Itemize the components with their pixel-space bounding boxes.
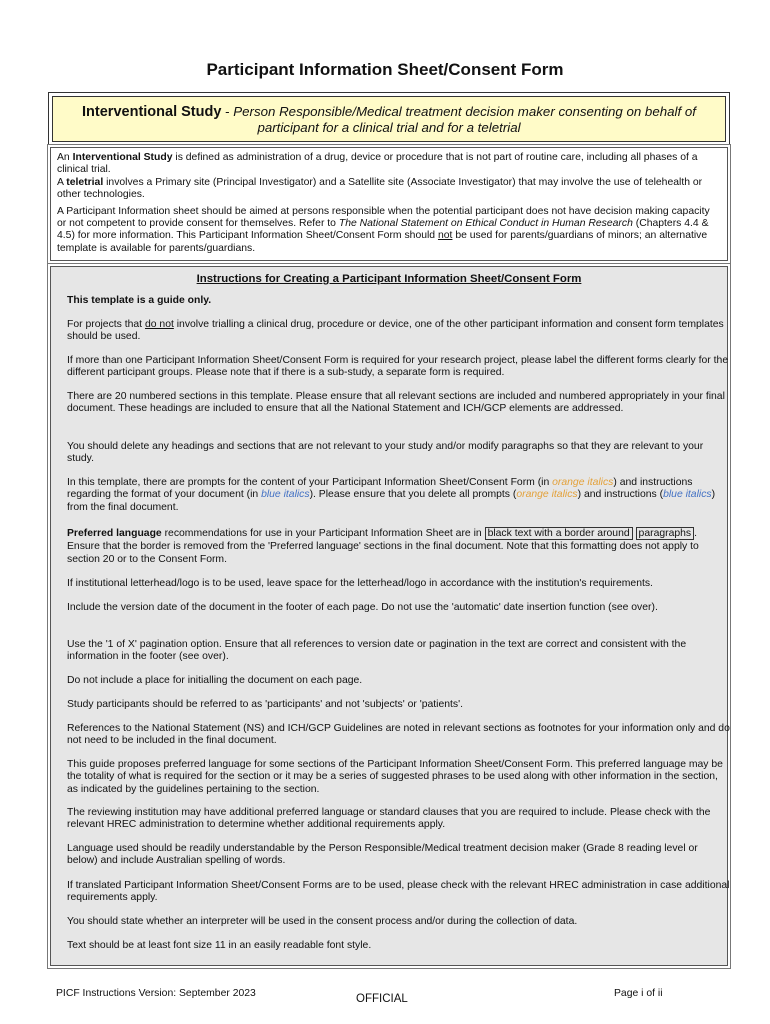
instruction-item: If institutional letterhead/logo is to be used, leave space for the letterhead/logo in accordance with the institution's requirements. bbox=[67, 578, 653, 589]
preferred-language-sample: black text with a border around bbox=[485, 527, 633, 540]
study-type-description: Person Responsible/Medical treatment decision maker consenting on behalf of participant for a clinical trial and for a teletrial bbox=[233, 104, 696, 135]
instruction-item: You should state whether an interpreter will be used in the consent process and/or during the collection of data. bbox=[67, 916, 578, 927]
instruction-item: This guide proposes preferred language for some sections of the Participant Information Sheet/Consent Form. This preferred language may be the totality of what is required for the section or it may be a series of suggested phrases to be used along with other information in the section, as indicated by the guidelines pertaining to the section. bbox=[67, 759, 723, 795]
instruction-item: Language used should be readily understandable by the Person Responsible/Medical treatment decision maker (Grade 8 reading level or below) and include Australian spelling of words. bbox=[67, 843, 698, 867]
definitions-box bbox=[50, 147, 728, 261]
study-type-box bbox=[52, 96, 726, 142]
instruction-item: If more than one Participant Information Sheet/Consent Form is required for your research project, please label the different forms clearly for the different participant groups. Please note that if there is a sub-study, a separate form is required. bbox=[67, 355, 729, 379]
instruction-item: Use the '1 of X' pagination option. Ensure that all references to version date or pagination in the text are correct and consistent with the information in the footer (see over). bbox=[67, 639, 687, 663]
instruction-item: In this template, there are prompts for the content of your Participant Information Sheet/Consent Form (in orange italics) and instructions regarding the format of your document (in blue italics). Please ensure that you delete all prompts (orange italics) and instructions (blue italics) from the final document. bbox=[67, 477, 716, 513]
instruction-item: For projects that do not involve trialling a clinical drug, procedure or device, one of the other participant information and consent form templates should be used. bbox=[67, 319, 724, 343]
preferred-language-sample-cont: paragraphs bbox=[636, 527, 695, 540]
instruction-item: The reviewing institution may have additional preferred language or standard clauses that you are required to include. Please check with the relevant HREC administration to determine whether additional requirements apply. bbox=[67, 807, 711, 831]
definition-interventional: An Interventional Study is defined as administration of a drug, device or procedure that is not part of routine care, including all phases of a clinical trial. bbox=[57, 152, 698, 176]
instruction-item: Study participants should be referred to as 'participants' and not 'subjects' or 'patients'. bbox=[67, 699, 464, 710]
instruction-item: Include the version date of the document in the footer of each page. Do not use the 'automatic' date insertion function (see over). bbox=[67, 602, 658, 613]
instruction-item: Preferred language recommendations for use in your Participant Information Sheet are in black text with a border around paragraphs . Ensure that the border is removed from the 'Preferred language' sections in the final document. Note that this formatting does not apply to section 20 or to the Consent Form. bbox=[67, 528, 699, 566]
instruction-item: This template is a guide only. bbox=[67, 295, 212, 306]
instruction-item: If translated Participant Information Sheet/Consent Forms are to be used, please check with the relevant HREC administration in case additional requirements apply. bbox=[67, 880, 730, 904]
instruction-item: There are 20 numbered sections in this template. Please ensure that all relevant sections are included and numbered appropriately in your final document. These headings are included to ensure that all the National Statement and ICH/GCP elements are addressed. bbox=[67, 391, 725, 415]
instruction-item: References to the National Statement (NS) and ICH/GCP Guidelines are noted in relevant sections as footnotes for your information only and do not need to be included in the final document. bbox=[67, 723, 730, 747]
instructions-box bbox=[50, 266, 728, 966]
page-title: Participant Information Sheet/Consent Form bbox=[206, 60, 564, 79]
instruction-item: You should delete any headings and sections that are not relevant to your study and/or modify paragraphs so that they are relevant to your study. bbox=[67, 441, 704, 465]
study-type-dash: - bbox=[221, 104, 234, 119]
instructions-heading: Instructions for Creating a Participant Information Sheet/Consent Form bbox=[196, 273, 582, 285]
footer-page-number: Page i of ii bbox=[614, 988, 663, 999]
definition-person-responsible: A Participant Information sheet should be aimed at persons responsible when the potential participant does not have decision making capacity or not competent to provide consent for themselves. Refer to The National Statement on Ethical Conduct in Human Research (Chapters 4.4 & 4.5) for more information. This Participant Information Sheet/Consent Form should not be used for parents/guardians of minors; an alternative template is available for parents/guardians. bbox=[57, 205, 710, 254]
study-type-label: Interventional Study bbox=[82, 104, 222, 120]
instruction-item: Do not include a place for initialling the document on each page. bbox=[67, 675, 363, 686]
footer-classification: OFFICIAL bbox=[356, 993, 408, 1005]
definition-teletrial: A teletrial involves a Primary site (Principal Investigator) and a Satellite site (Associate Investigator) that may involve the use of telehealth or other technologies. bbox=[57, 176, 703, 201]
instruction-item: Text should be at least font size 11 in an easily readable font style. bbox=[67, 940, 372, 951]
footer-version: PICF Instructions Version: September 2023 bbox=[56, 988, 256, 999]
